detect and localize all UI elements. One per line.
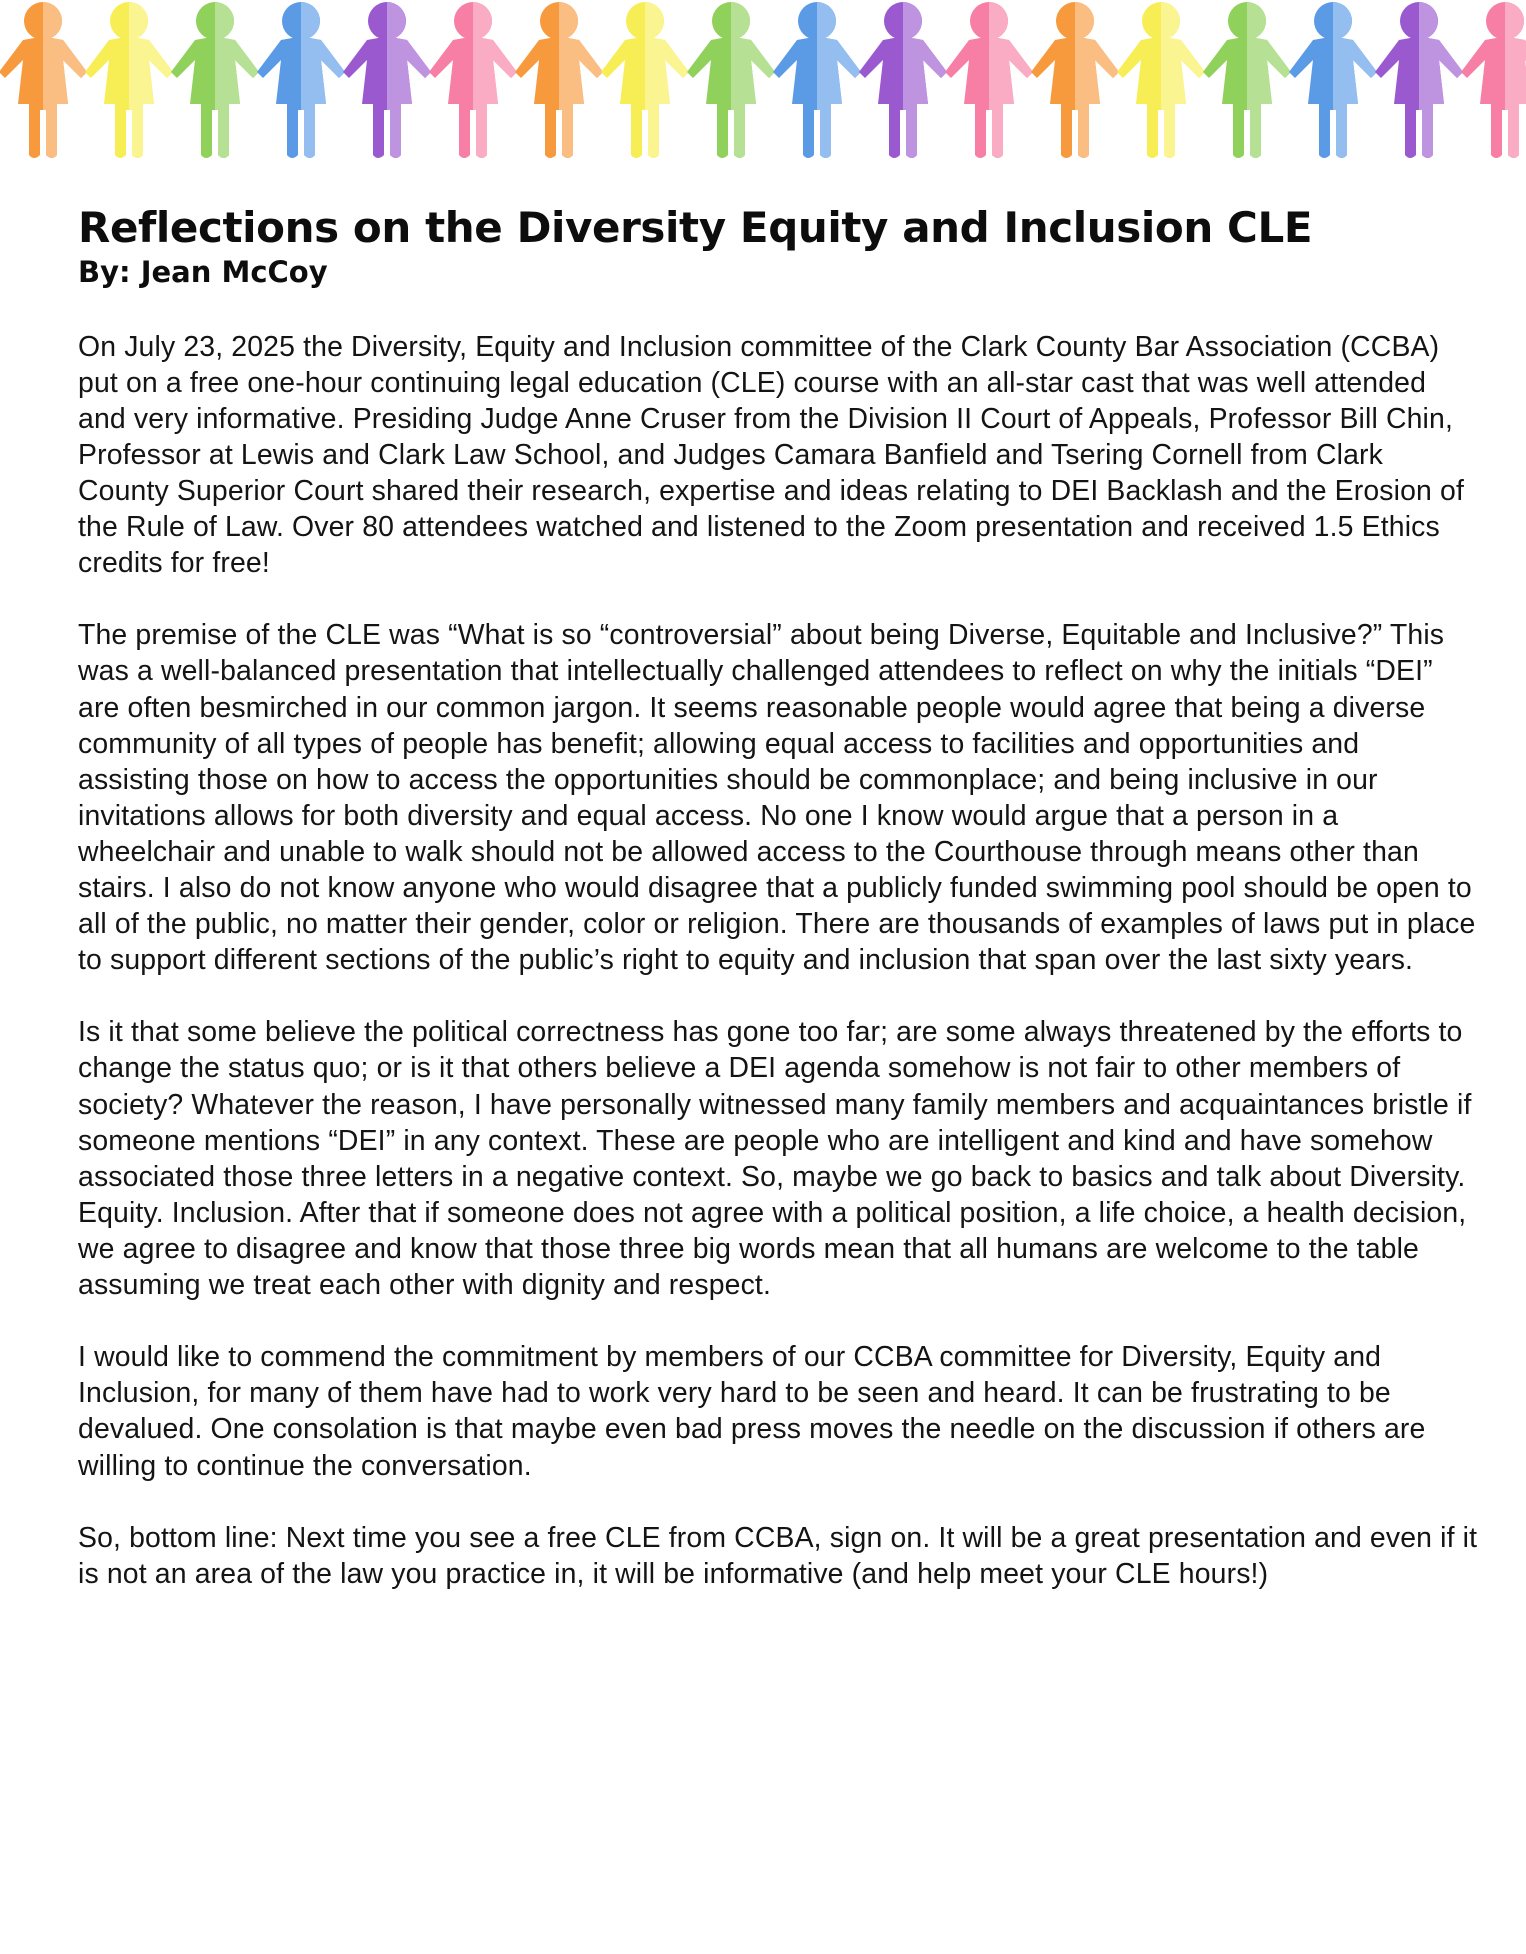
paper-doll-icon (429, 2, 517, 158)
article-body (78, 329, 1478, 1592)
paper-doll-icon (1203, 2, 1291, 158)
paper-doll-chain-icon (0, 0, 1526, 165)
paragraph-3: Is it that some believe the political correctness has gone too far; are some always threatened by the efforts to change the status quo; or is it that others believe a DEI agenda somehow is not fair to other members of society? Whatever the reason, I have personally witnessed many family members and acquaintances bristle if someone mentions “DEI” in any context. These are people who are intelligent and kind and have somehow associated those three letters in a negative context. So, maybe we go back to basics and talk about Diversity. Equity. Inclusion. After that if someone does not agree with a political position, a life choice, a health decision, we agree to disagree and know that those three big words mean that all humans are welcome to the table assuming we treat each other with dignity and respect. (78, 1016, 1472, 1302)
paper-doll-icon (171, 2, 259, 158)
paper-doll-icon (1289, 2, 1377, 158)
paper-doll-icon (601, 2, 689, 158)
paper-doll-icon (687, 2, 775, 158)
paper-doll-icon (1031, 2, 1119, 158)
paper-doll-icon (773, 2, 861, 158)
paragraph-5: So, bottom line: Next time you see a free CLE from CCBA, sign on. It will be a great presentation and even if it is not an area of the law you practice in, it will be informative (and help meet your CLE hours!) (78, 1521, 1478, 1590)
paper-doll-icon (0, 2, 87, 158)
paragraph-1: On July 23, 2025 the Diversity, Equity and Inclusion committee of the Clark County Bar Association (CCBA) put on a free one-hour continuing legal education (CLE) course with an all-star cast that was well attended and very informative. Presiding Judge Anne Cruser from the Division II Court of Appeals, Professor Bill Chin, Professor at Lewis and Clark Law School, and Judges Camara Banfield and Tsering Cornell from Clark County Superior Court shared their research, expertise and ideas relating to DEI Backlash and the Erosion of the Rule of Law. Over 80 attendees watched and listened to the Zoom presentation and received 1.5 Ethics credits for free! (78, 330, 1465, 580)
paper-doll-icon (257, 2, 345, 158)
paper-doll-icon (859, 2, 947, 158)
paper-doll-icon (1461, 2, 1526, 158)
paper-doll-icon (1375, 2, 1463, 158)
article-title: Reflections on the Diversity Equity and Inclusion CLE (78, 203, 1313, 252)
paper-doll-icon (85, 2, 173, 158)
article (78, 205, 1478, 1628)
paper-doll-icon (945, 2, 1033, 158)
paragraph-4: I would like to commend the commitment by members of our CCBA committee for Diversity, Equity and Inclusion, for many of them have had to work very hard to be seen and heard. It can be frustrating to be devalued. One consolation is that maybe even bad press moves the needle on the discussion if others are willing to continue the conversation. (78, 1341, 1426, 1482)
paper-doll-icon (343, 2, 431, 158)
article-byline: By: Jean McCoy (78, 255, 328, 290)
paper-doll-banner (0, 0, 1526, 165)
paragraph-2: The premise of the CLE was “What is so “controversial” about being Diverse, Equitable and Inclusive?” This was a well-balanced presentation that intellectually challenged attendees to reflect on why the initials “DEI” are often besmirched in our common jargon. It seems reasonable people would agree that being a diverse community of all types of people has benefit; allowing equal access to facilities and opportunities and assisting those on how to access the opportunities should be commonplace; and being inclusive in our invitations allows for both diversity and equal access. No one I know would argue that a person in a wheelchair and unable to walk should not be allowed access to the Courthouse through means other than stairs. I also do not know anyone who would disagree that a publicly funded swimming pool should be open to all of the public, no matter their gender, color or religion. There are thousands of examples of laws put in place to support different sections of the public’s right to equity and inclusion that span over the last sixty years. (78, 619, 1476, 977)
paper-doll-icon (1117, 2, 1205, 158)
paper-doll-icon (515, 2, 603, 158)
